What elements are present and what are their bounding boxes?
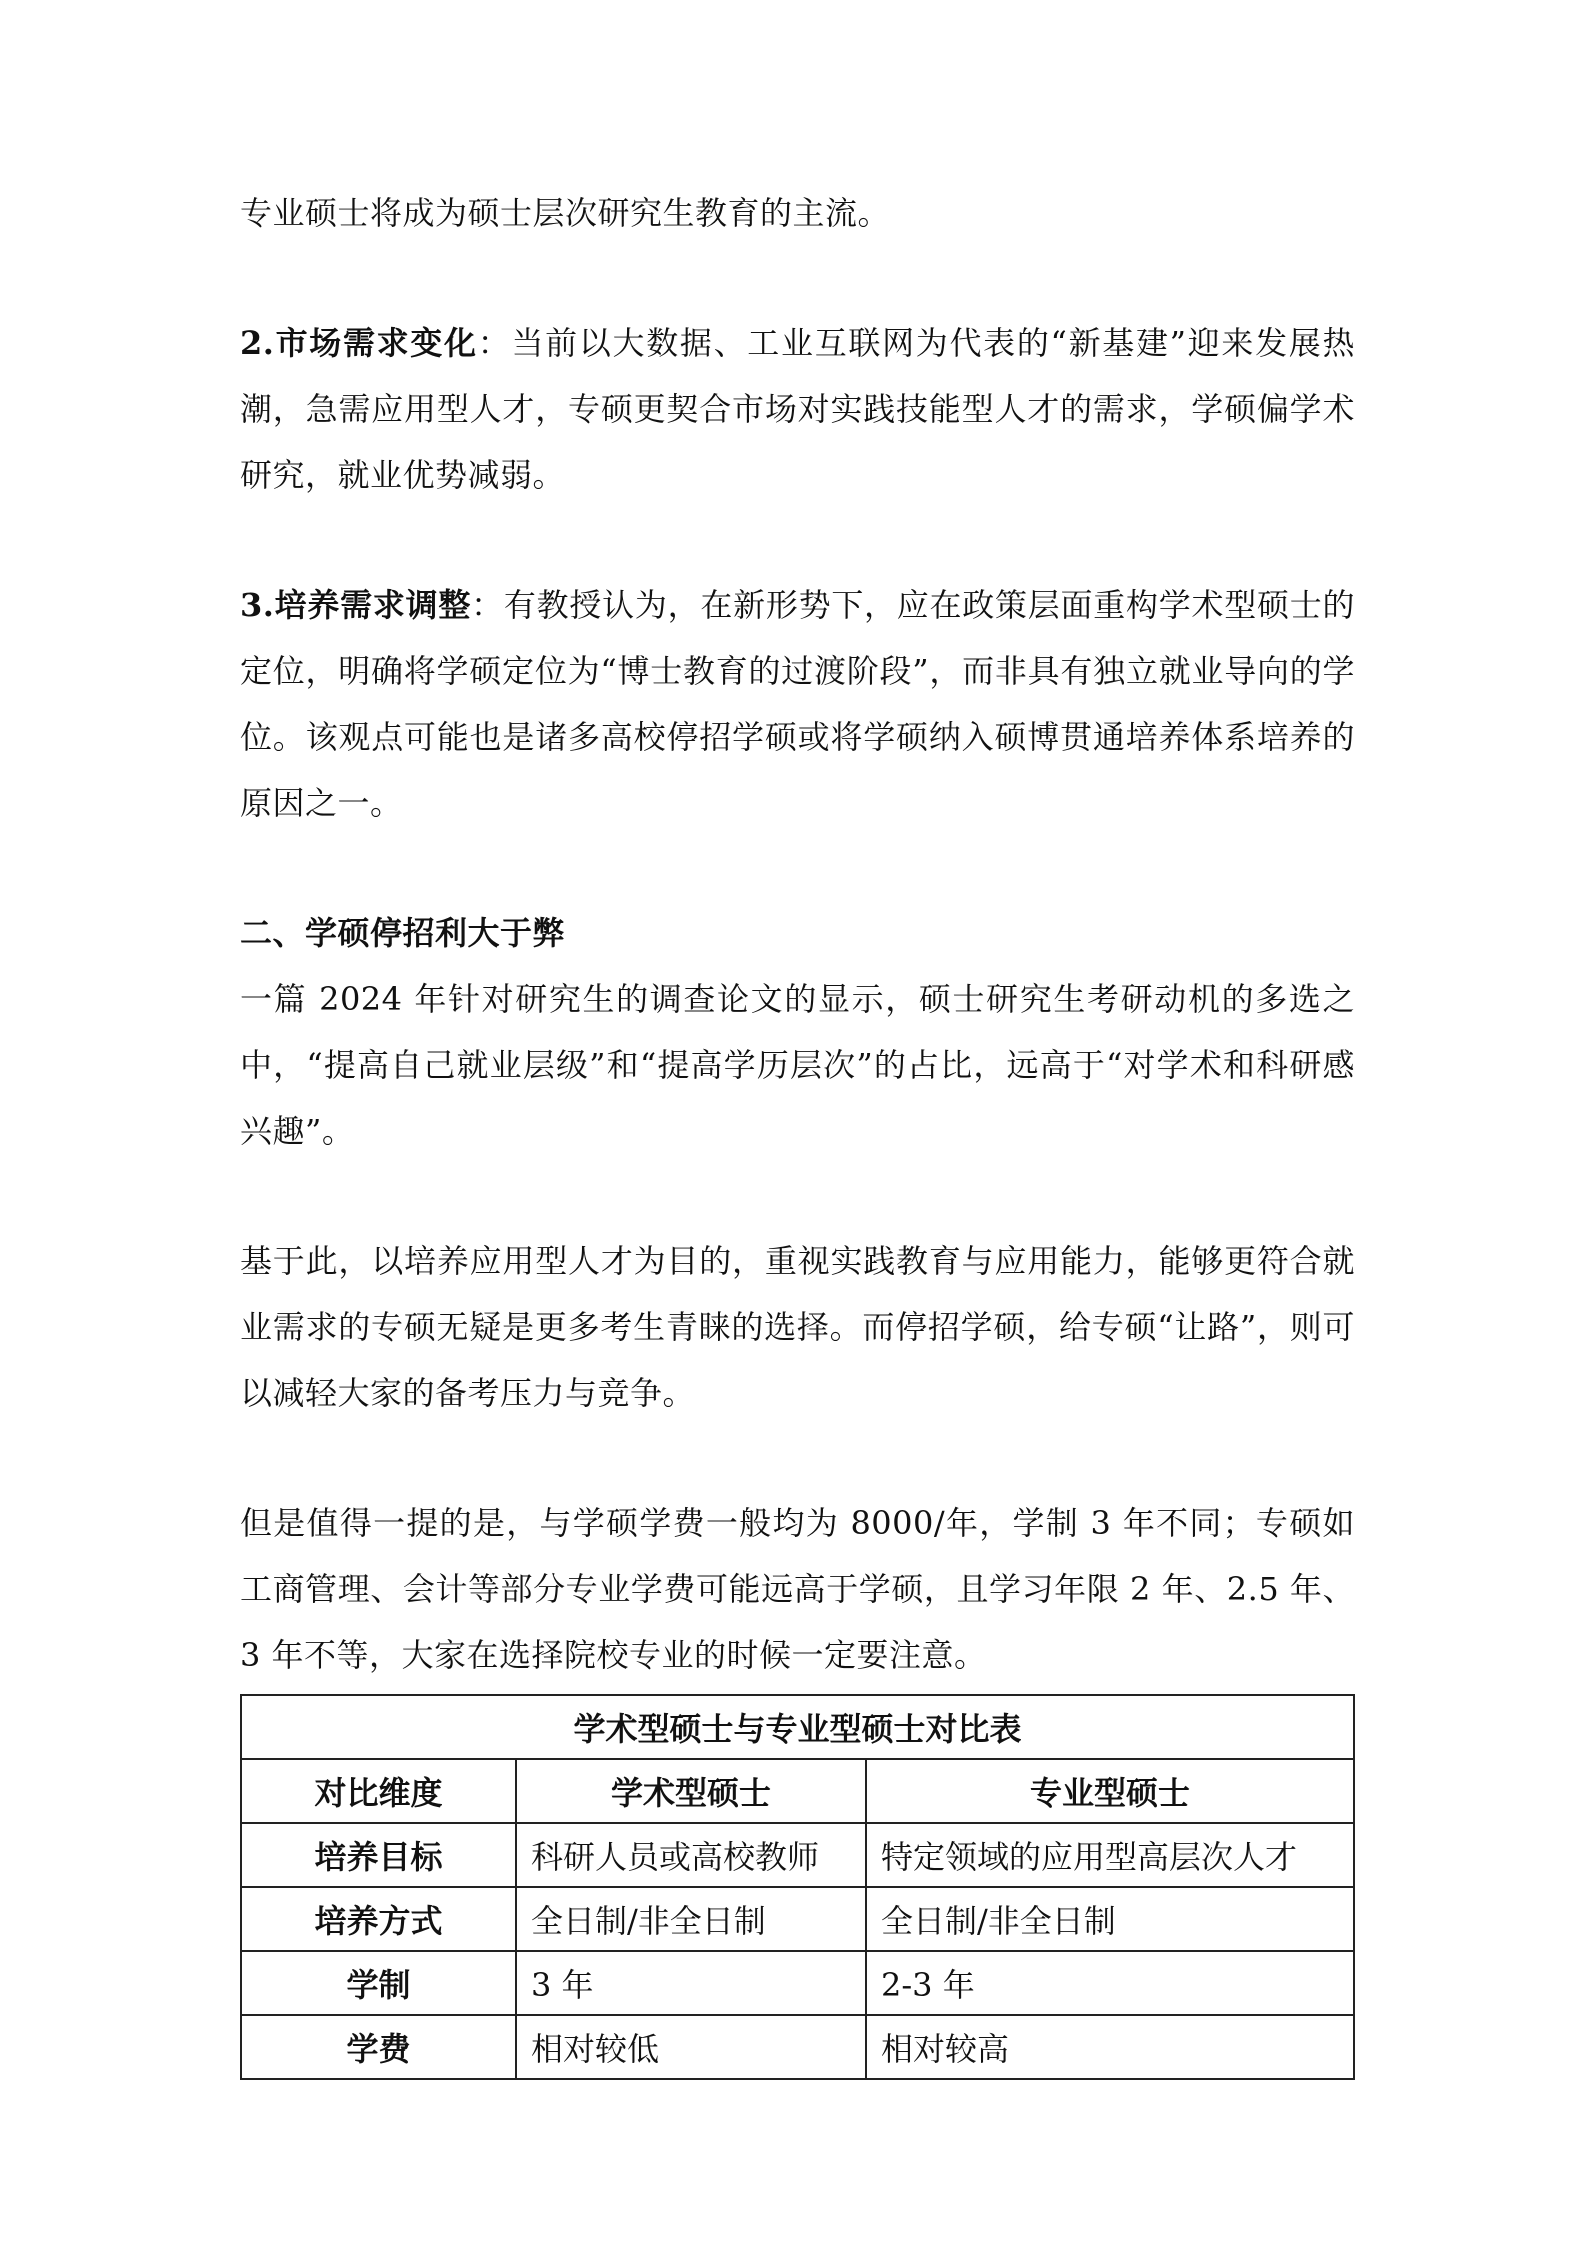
paragraph-body: ：有教授认为，在新形势下，应在政策层面重构学术型硕士的定位，明确将学硕定位为“博士教育的过渡阶段”，而非具有独立就业导向的学位。该观点可能也是诸多高校停招学硕或将学硕纳入硕博贯通培养体系培养的原因之一。 <box>240 586 1355 822</box>
table-header-row <box>241 1759 1354 1823</box>
paragraph-survey: 一篇 2024 年针对研究生的调查论文的显示，硕士研究生考研动机的多选之中，“提高自己就业层级”和“提高学历层次”的占比，远高于“对学术和科研感兴趣”。 <box>240 980 1355 1150</box>
table-row <box>241 1951 1354 2015</box>
table-header-academic: 学术型硕士 <box>516 1759 866 1823</box>
paragraph-lead: 2.市场需求变化 <box>240 324 478 362</box>
table-cell-dimension: 培养目标 <box>241 1823 516 1887</box>
table-row <box>241 2015 1354 2079</box>
table-row <box>241 1823 1354 1887</box>
table-header-dimension: 对比维度 <box>241 1759 516 1823</box>
table-cell-dimension: 培养方式 <box>241 1887 516 1951</box>
table-cell-dimension: 学费 <box>241 2015 516 2079</box>
table-cell-dimension: 学制 <box>241 1951 516 2015</box>
table-cell-academic: 全日制/非全日制 <box>516 1887 866 1951</box>
paragraph-lead: 3.培养需求调整 <box>240 586 472 624</box>
paragraph-intro: 专业硕士将成为硕士层次研究生教育的主流。 <box>240 194 891 232</box>
table-cell-academic: 相对较低 <box>516 2015 866 2079</box>
comparison-table <box>240 1694 1355 2080</box>
table-header-professional: 专业型硕士 <box>866 1759 1354 1823</box>
table-title-row <box>241 1695 1354 1759</box>
paragraph-professional-preference: 基于此，以培养应用型人才为目的，重视实践教育与应用能力，能够更符合就业需求的专硕无疑是更多考生青睐的选择。而停招学硕，给专硕“让路”，则可以减轻大家的备考压力与竞争。 <box>240 1242 1355 1412</box>
paragraph-training-adjustment <box>240 572 1355 836</box>
table-title: 学术型硕士与专业型硕士对比表 <box>241 1695 1354 1759</box>
table-row <box>241 1887 1354 1951</box>
table-cell-academic: 3 年 <box>516 1951 866 2015</box>
paragraph-tuition-note: 但是值得一提的是，与学硕学费一般均为 8000/年，学制 3 年不同；专硕如工商管理、会计等部分专业学费可能远高于学硕，且学习年限 2 年、2.5 年、3 年不等，大家在选择院校专业的时候一定要注意。 <box>240 1504 1355 1674</box>
table-cell-professional: 全日制/非全日制 <box>866 1887 1354 1951</box>
table-cell-professional: 特定领域的应用型高层次人才 <box>866 1823 1354 1887</box>
paragraph-market-demand <box>240 310 1355 508</box>
document-page <box>240 180 1355 2080</box>
table-cell-academic: 科研人员或高校教师 <box>516 1823 866 1887</box>
section-heading: 二、学硕停招利大于弊 <box>240 914 566 952</box>
paragraph-body: ：当前以大数据、工业互联网为代表的“新基建”迎来发展热潮，急需应用型人才，专硕更契合市场对实践技能型人才的需求，学硕偏学术研究，就业优势减弱。 <box>240 324 1355 494</box>
table-cell-professional: 相对较高 <box>866 2015 1354 2079</box>
table-cell-professional: 2-3 年 <box>866 1951 1354 2015</box>
